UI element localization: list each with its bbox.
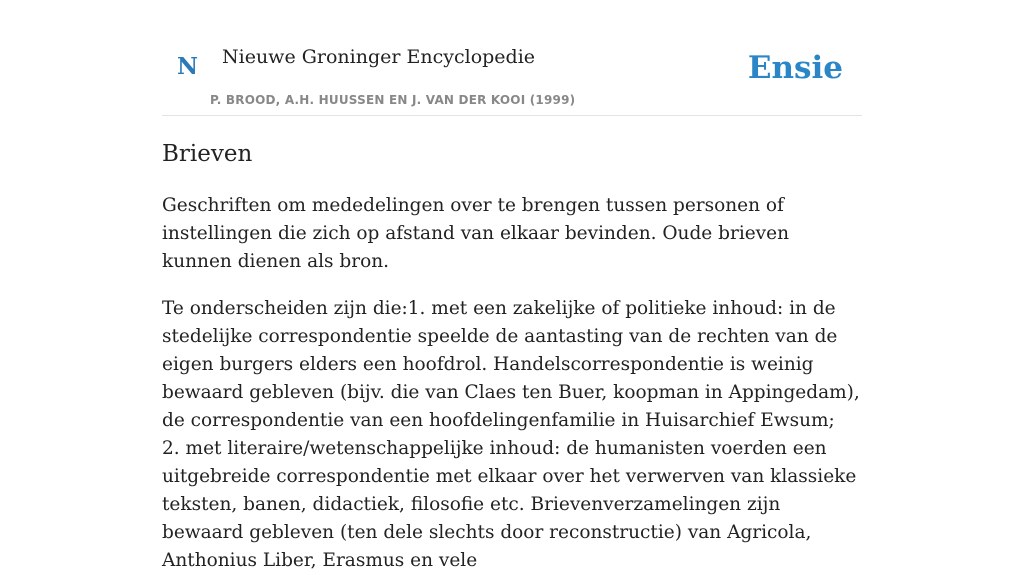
article-title: Brieven (162, 141, 253, 167)
brand-logo[interactable]: Ensie (747, 50, 843, 86)
article (162, 136, 862, 575)
paragraph-line: 2. met literaire/wetenschappelijke inhoud: de humanisten voerden een uitgebreide correspondentie met elkaar over het verwerven van klassieke teksten, banen, didactiek, filosofie etc. Brievenverzamelingen zijn bewaard gebleven (ten dele slechts door reconstructie) van Agricola, Anthonius Liber, Erasmus en vele (162, 438, 857, 571)
paragraph-line: Te onderscheiden zijn die:1. met een zakelijke of politieke inhoud: in de stedelijke correspondentie speelde de aantasting van de rechten van de eigen burgers elders een hoofdrol. Handelscorrespondentie is weinig bewaard gebleven (bijv. die van Claes ten Buer, koopman in Appingedam), de correspondentie van een hoofdelingenfamilie in Huisarchief Ewsum; (162, 298, 860, 431)
article-paragraph: Geschriften om mededelingen over te brengen tussen personen of instellingen die zich op afstand van elkaar bevinden. Oude brieven kunnen dienen als bron. (162, 195, 789, 272)
article-paragraph (162, 295, 862, 575)
publication-logo[interactable]: N (177, 53, 199, 80)
book-title[interactable]: Nieuwe Groninger Encyclopedie (222, 46, 536, 68)
book-authors: P. BROOD, A.H. HUUSSEN EN J. VAN DER KOOI (1999) (210, 93, 576, 107)
site-header (162, 40, 862, 116)
